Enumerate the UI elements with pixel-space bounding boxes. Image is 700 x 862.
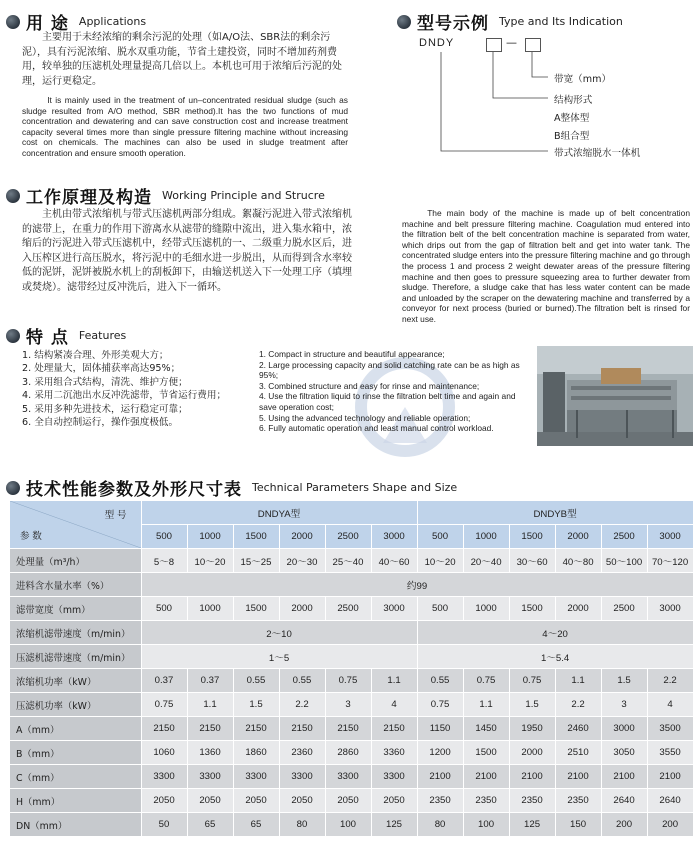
- table-row: [10, 549, 693, 573]
- table-cell: 1.1: [463, 693, 509, 717]
- table-cell: 1950: [509, 717, 555, 741]
- width-header-cell: 2500: [601, 525, 647, 549]
- width-header-cell: 1000: [187, 525, 233, 549]
- table-cell: 0.55: [417, 669, 463, 693]
- model-connector-lines: [419, 36, 559, 166]
- table-row: [10, 573, 693, 597]
- table-cell: 1450: [463, 717, 509, 741]
- table-cell: 0.75: [417, 693, 463, 717]
- section-bullet-icon: [397, 15, 411, 29]
- model-line-structure: 结构形式: [554, 95, 593, 106]
- features-heading: [6, 323, 126, 348]
- section-bullet-icon: [6, 189, 20, 203]
- specs-heading: [6, 475, 457, 500]
- table-cell: 2460: [555, 717, 601, 741]
- table-cell: 3300: [325, 765, 371, 789]
- table-row: [10, 717, 693, 741]
- specs-title-zh: 技术性能参数及外形尺寸表: [26, 480, 242, 500]
- table-cell: 2100: [555, 765, 601, 789]
- model-title-zh: 型号示例: [417, 14, 489, 34]
- applications-title-zh: 用 途: [26, 14, 69, 34]
- table-cell: 1060: [141, 741, 187, 765]
- table-cell: 2150: [233, 717, 279, 741]
- features-list-en: [259, 349, 533, 434]
- feature-item-en: 3. Combined structure and easy for rinse and maintenance;: [259, 380, 480, 391]
- table-cell: 2150: [325, 717, 371, 741]
- row-label: 浓缩机滤带速度（m/min）: [10, 621, 141, 645]
- principle-heading: [6, 183, 325, 208]
- table-cell: 1.5: [601, 669, 647, 693]
- table-corner: [10, 501, 141, 549]
- table-cell: 4: [371, 693, 417, 717]
- width-header-cell: 2000: [279, 525, 325, 549]
- principle-title-en: Working Principle and Strucre: [162, 189, 325, 202]
- table-cell: 1500: [463, 741, 509, 765]
- table-cell: 3300: [233, 765, 279, 789]
- table-row: [10, 813, 693, 837]
- principle-text-zh: 主机由带式浓缩机与带式压滤机两部分组成。絮凝污泥进入带式浓缩机的滤带上，在重力的作用下游离水从滤带的缝隙中流出，进入集水箱中，浓缩后的污泥进入带式压滤机中，经带式压滤机的一、二级重力脱水区后，进入压榨区进行高压脱水，将污泥中的毛细水进一步脱出，从而得到含水率较低的泥饼，泥饼被脱水机上的刮板卸下，由输送机送入下一处理工序（填埋或焚烧）。滤带经过反冲洗后，进入下一循环。: [22, 209, 352, 293]
- table-cell: 5～8: [141, 549, 187, 573]
- table-cell: 2000: [555, 597, 601, 621]
- corner-param-label: 参 数: [20, 531, 42, 542]
- table-cell: 30～60: [509, 549, 555, 573]
- table-cell: 2050: [279, 789, 325, 813]
- table-cell: 2050: [233, 789, 279, 813]
- table-cell: 10～20: [187, 549, 233, 573]
- table-row: [10, 741, 693, 765]
- table-cell: 2640: [601, 789, 647, 813]
- table-cell: 2050: [371, 789, 417, 813]
- table-cell: 1.1: [555, 669, 601, 693]
- table-cell: 0.37: [141, 669, 187, 693]
- model-heading: [397, 9, 623, 34]
- features-title-zh: 特 点: [26, 328, 69, 348]
- table-row: [10, 597, 693, 621]
- table-cell: 2150: [141, 717, 187, 741]
- table-cell: 1000: [463, 597, 509, 621]
- width-header-cell: 3000: [371, 525, 417, 549]
- table-cell: 80: [279, 813, 325, 837]
- row-label: 压滤机滤带速度（m/min）: [10, 645, 141, 669]
- row-label: 进料含水量水率（%）: [10, 573, 141, 597]
- row-label: H（mm）: [10, 789, 141, 813]
- table-row: [10, 669, 693, 693]
- table-cell: 1.1: [187, 693, 233, 717]
- model-title-en: Type and Its Indication: [499, 15, 623, 28]
- feature-item-en: 1. Compact in structure and beautiful appearance;: [259, 349, 445, 359]
- feature-item-zh: 1. 结构紧凑合理、外形美观大方；: [22, 350, 169, 361]
- table-cell: 1.5: [233, 693, 279, 717]
- feature-item-en: 2. Large processing capacity and solid catching rate can be as high as 95%;: [259, 359, 520, 381]
- table-cell: 2350: [555, 789, 601, 813]
- table-cell: 0.37: [187, 669, 233, 693]
- row-label: C（mm）: [10, 765, 141, 789]
- table-cell: 0.75: [141, 693, 187, 717]
- table-cell: 3000: [647, 597, 693, 621]
- feature-item-zh: 2. 处理量大，固体捕获率高达95%；: [22, 363, 181, 375]
- row-label: 压滤机功率（kW）: [10, 693, 141, 717]
- feature-item-en: 4. Use the filtration liquid to rinse the filtration belt time and again and save operation cost;: [259, 391, 516, 412]
- table-cell: 65: [233, 813, 279, 837]
- machine-illustration: [537, 346, 693, 446]
- model-code-diagram: [419, 36, 689, 166]
- table-cell: 2.2: [555, 693, 601, 717]
- table-cell: 200: [647, 813, 693, 837]
- table-cell: 20～30: [279, 549, 325, 573]
- width-header-cell: 500: [141, 525, 187, 549]
- table-cell: 150: [555, 813, 601, 837]
- row-label: B（mm）: [10, 741, 141, 765]
- section-bullet-icon: [6, 15, 20, 29]
- corner-model-label: 型 号: [104, 510, 127, 521]
- row-label: 浓缩机功率（kW）: [10, 669, 141, 693]
- table-cell: 3050: [601, 741, 647, 765]
- table-cell: 2350: [417, 789, 463, 813]
- table-cell: 125: [509, 813, 555, 837]
- principle-title-zh: 工作原理及构造: [26, 188, 152, 208]
- table-cell: 3300: [279, 765, 325, 789]
- table-cell: 20～40: [463, 549, 509, 573]
- table-row: [10, 789, 693, 813]
- table-cell: 50～100: [601, 549, 647, 573]
- row-label: DN（mm）: [10, 813, 141, 837]
- table-cell: 70～120: [647, 549, 693, 573]
- row-label: 滤带宽度（mm）: [10, 597, 141, 621]
- spec-table: [10, 501, 694, 837]
- table-cell: 1360: [187, 741, 233, 765]
- table-cell: 10～20: [417, 549, 463, 573]
- table-cell: 2.2: [279, 693, 325, 717]
- group-a-header: DNDYA型: [141, 501, 417, 525]
- table-cell: 65: [187, 813, 233, 837]
- table-cell: 2860: [325, 741, 371, 765]
- table-cell: 3: [325, 693, 371, 717]
- table-cell: 100: [325, 813, 371, 837]
- model-line-width: 带宽（mm）: [554, 74, 612, 85]
- feature-item-zh: 5. 采用多种先进技术，运行稳定可靠；: [22, 403, 188, 415]
- table-cell: 2150: [371, 717, 417, 741]
- width-header-cell: 1500: [233, 525, 279, 549]
- table-cell-span: 约99: [141, 573, 693, 597]
- table-row: [10, 765, 693, 789]
- width-header-cell: 3000: [647, 525, 693, 549]
- table-cell: 25～40: [325, 549, 371, 573]
- feature-item-en: 6. Fully automatic operation and least manual control workload.: [259, 423, 494, 434]
- width-header-cell: 2000: [555, 525, 601, 549]
- table-cell: 500: [417, 597, 463, 621]
- table-cell-span: 1～5: [141, 645, 417, 669]
- table-cell: 125: [371, 813, 417, 837]
- table-cell: 1500: [233, 597, 279, 621]
- row-label: A（mm）: [10, 717, 141, 741]
- table-cell: 1.1: [371, 669, 417, 693]
- table-cell: 3500: [647, 717, 693, 741]
- table-cell: 2360: [279, 741, 325, 765]
- table-cell: 2000: [509, 741, 555, 765]
- table-cell: 2050: [187, 789, 233, 813]
- table-cell: 1150: [417, 717, 463, 741]
- table-cell: 1860: [233, 741, 279, 765]
- table-cell: 3000: [371, 597, 417, 621]
- feature-item-zh: 3. 采用组合式结构，清洗、维护方便；: [22, 376, 188, 388]
- table-cell: 15～25: [233, 549, 279, 573]
- width-header-cell: 1000: [463, 525, 509, 549]
- model-line-type-b: B组合型: [554, 131, 590, 142]
- section-bullet-icon: [6, 481, 20, 495]
- table-cell: 2050: [141, 789, 187, 813]
- row-label: 处理量（m³/h）: [10, 549, 141, 573]
- table-cell-span: 4～20: [417, 621, 693, 645]
- table-cell: 80: [417, 813, 463, 837]
- table-cell: 2050: [325, 789, 371, 813]
- model-line-type-a: A整体型: [554, 113, 590, 124]
- features-title-en: Features: [78, 329, 127, 342]
- applications-text-zh: 主要用于未经浓缩的剩余污泥的处理（如A/O法、SBR法的剩余污泥），具有污泥浓缩、脱水双重功能，节省土建投资，同时不增加药剂费用，较单独的压滤机处理量提高几倍以上。本机也可用于浓缩后污泥的处理，运行更稳定。: [22, 32, 342, 87]
- model-dash: —: [506, 36, 517, 49]
- table-cell: 3300: [371, 765, 417, 789]
- table-cell: 0.75: [463, 669, 509, 693]
- table-cell: 2100: [509, 765, 555, 789]
- table-cell: 2500: [325, 597, 371, 621]
- table-cell: 0.55: [233, 669, 279, 693]
- table-cell: 2100: [647, 765, 693, 789]
- table-cell: 1000: [187, 597, 233, 621]
- table-cell: 2640: [647, 789, 693, 813]
- table-cell: 100: [463, 813, 509, 837]
- table-cell: 2100: [417, 765, 463, 789]
- specs-title-en: Technical Parameters Shape and Size: [252, 481, 458, 494]
- table-cell: 3550: [647, 741, 693, 765]
- table-cell: 3: [601, 693, 647, 717]
- table-cell: 3000: [601, 717, 647, 741]
- feature-item-zh: 6. 全自动控制运行，操作强度极低。: [22, 417, 179, 429]
- table-cell: 2100: [463, 765, 509, 789]
- applications-text-en: It is mainly used in the treatment of un–concentrated residual sludge (such as sludge resulted from A/O method, SBR method).It has the two functions of mud concentration and dewatering and can save construction cost and increase treatment capacity several times more than single pressure filtering machine without increasing cost on chemicals. The machines can also be used in sludge treatment after concentration and ensure smooth operation.: [22, 95, 348, 158]
- feature-item-zh: 4. 采用二沉池出水反冲洗滤带，节省运行费用；: [22, 390, 227, 402]
- table-cell: 2150: [279, 717, 325, 741]
- table-cell: 2.2: [647, 669, 693, 693]
- table-cell: 2000: [279, 597, 325, 621]
- table-row: [10, 693, 693, 717]
- width-header-cell: 2500: [325, 525, 371, 549]
- group-b-header: DNDYB型: [417, 501, 693, 525]
- table-cell: 1200: [417, 741, 463, 765]
- table-cell: 2100: [601, 765, 647, 789]
- table-cell: 0.75: [325, 669, 371, 693]
- table-row: [10, 645, 693, 669]
- table-cell: 0.55: [279, 669, 325, 693]
- section-bullet-icon: [6, 329, 20, 343]
- feature-item-en: 5. Using the advanced technology and reliable operation;: [259, 412, 471, 423]
- table-cell: 2350: [463, 789, 509, 813]
- model-line-product: 带式浓缩脱水一体机: [554, 148, 641, 159]
- table-cell-span: 2～10: [141, 621, 417, 645]
- table-cell: 1.5: [509, 693, 555, 717]
- width-header-cell: 1500: [509, 525, 555, 549]
- table-cell: 3300: [141, 765, 187, 789]
- table-cell: 1500: [509, 597, 555, 621]
- table-cell: 2510: [555, 741, 601, 765]
- product-photo: [537, 346, 693, 446]
- features-list-zh: [22, 349, 262, 429]
- table-cell: 200: [601, 813, 647, 837]
- table-cell: 500: [141, 597, 187, 621]
- table-row: [10, 621, 693, 645]
- table-cell-span: 1～5.4: [417, 645, 693, 669]
- table-cell: 40～80: [555, 549, 601, 573]
- table-cell: 3300: [187, 765, 233, 789]
- table-cell: 2350: [509, 789, 555, 813]
- table-cell: 2500: [601, 597, 647, 621]
- table-cell: 4: [647, 693, 693, 717]
- table-cell: 2150: [187, 717, 233, 741]
- principle-text-en: The main body of the machine is made up of belt concentration machine and belt pressure filtering machine. Coagulation mud entered into the filtration belt of the belt concentration machine is separated from water, which drips out from the gap of filtration belt and get into water tank. The concentrated sludge enters into the pressure filtering machine and go through the process 1 and process 2 weight dewater areas of the pressure filtering machine and then goes to pressure squeezing area to further dewater from sludge. Therefore, a sludge cake that has less water content can be made and unloaded by the scraper on the dewatering machine and transferred by a conveyor for next process (buried or burned).The filtration belt is rinsed for next use.: [402, 208, 690, 324]
- table-cell: 50: [141, 813, 187, 837]
- table-cell: 0.75: [509, 669, 555, 693]
- table-cell: 40～60: [371, 549, 417, 573]
- applications-title-en: Applications: [78, 15, 147, 28]
- table-cell: 3360: [371, 741, 417, 765]
- width-header-cell: 500: [417, 525, 463, 549]
- model-code: DNDY: [419, 37, 455, 49]
